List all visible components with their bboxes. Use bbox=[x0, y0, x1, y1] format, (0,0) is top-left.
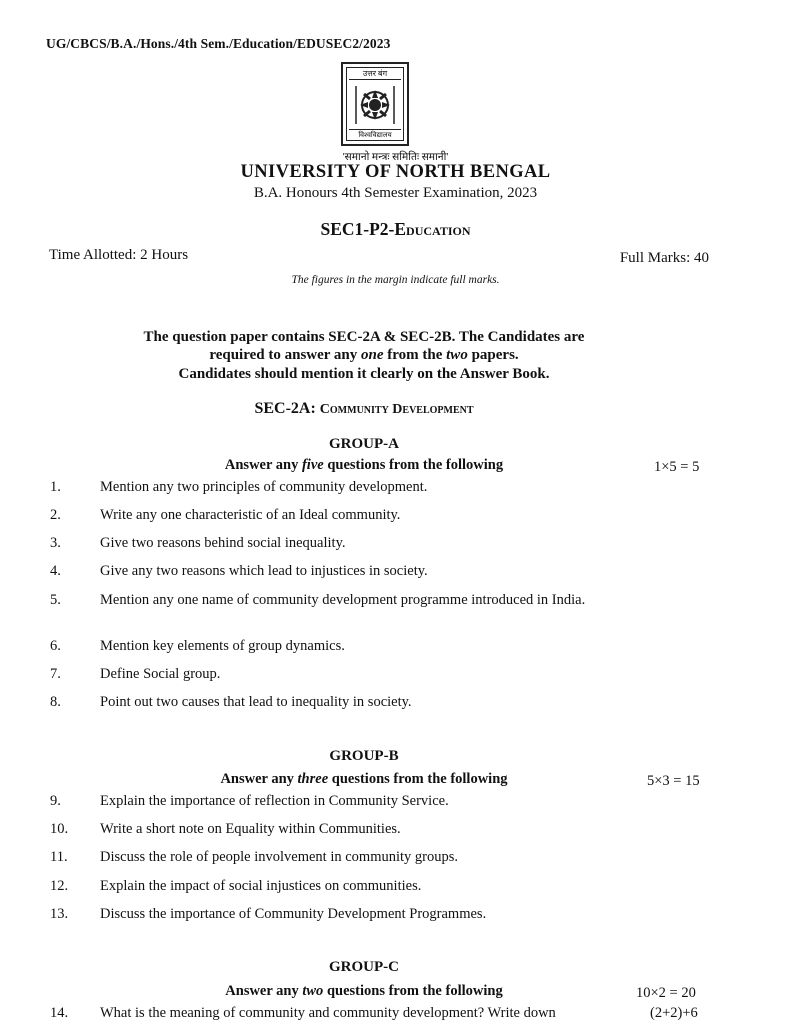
instruction-line-2 bbox=[0, 347, 728, 364]
question-text: Give any two reasons which lead to injustices in society. bbox=[100, 563, 428, 579]
group-a-title: GROUP-A bbox=[329, 436, 399, 452]
text-fragment: papers. bbox=[467, 347, 519, 363]
question-number: 14. bbox=[50, 1005, 69, 1021]
question-text: Point out two causes that lead to inequality in society. bbox=[100, 694, 412, 710]
exam-name: B.A. Honours 4th Semester Examination, 2023 bbox=[253, 185, 538, 201]
question-text: Define Social group. bbox=[100, 666, 221, 682]
question-text: Write any one characteristic of an Ideal community. bbox=[100, 507, 401, 523]
text-fragment: from the bbox=[383, 347, 447, 363]
text-fragment: Community Development bbox=[319, 402, 474, 417]
full-marks: Full Marks: 40 bbox=[619, 250, 709, 266]
question-number: 1. bbox=[50, 479, 61, 495]
question-text: Mention key elements of group dynamics. bbox=[100, 638, 345, 654]
text-fragment: Answer any bbox=[220, 771, 298, 787]
paper-code: UG/CBCS/B.A./Hons./4th Sem./Education/EDUSEC2/2023 bbox=[46, 36, 391, 51]
question-number: 2. bbox=[50, 507, 61, 523]
text-fragment: one bbox=[361, 347, 384, 363]
text-fragment: Answer any bbox=[224, 457, 302, 473]
group-b-marks: 5×3 = 15 bbox=[647, 773, 700, 789]
time-allotted: Time Allotted: 2 Hours bbox=[49, 247, 189, 263]
group-c-marks: 10×2 = 20 bbox=[636, 985, 696, 1001]
text-fragment: Answer any bbox=[225, 983, 303, 999]
group-b-title: GROUP-B bbox=[329, 748, 399, 764]
text-fragment: required to answer any bbox=[209, 347, 362, 363]
logo-top-text: उत्तर बंग bbox=[349, 68, 401, 80]
instruction-line-3: Candidates should mention it clearly on the Answer Book. bbox=[178, 366, 550, 382]
text-fragment: questions from the following bbox=[328, 771, 508, 787]
text-fragment: three bbox=[297, 771, 329, 787]
question-number: 5. bbox=[50, 592, 61, 608]
question-number: 4. bbox=[50, 563, 61, 579]
group-b-instruction bbox=[0, 771, 728, 788]
section-heading bbox=[0, 400, 728, 418]
question-number: 9. bbox=[50, 793, 61, 809]
question-text: Give two reasons behind social inequality. bbox=[100, 535, 346, 551]
text-fragment: SEC-2A: bbox=[254, 400, 320, 417]
text-fragment: five bbox=[301, 457, 324, 473]
group-a-marks: 1×5 = 5 bbox=[654, 459, 700, 475]
emblem-icon bbox=[355, 84, 395, 126]
question-text: Explain the impact of social injustices on communities. bbox=[100, 878, 422, 894]
text-fragment: questions from the following bbox=[323, 457, 504, 473]
logo-bottom-text: विश्वविद्यालय bbox=[349, 129, 401, 140]
paper-title bbox=[0, 219, 791, 240]
question-number: 3. bbox=[50, 535, 61, 551]
question-number: 13. bbox=[50, 906, 69, 922]
group-a-instruction bbox=[0, 457, 728, 474]
university-logo bbox=[341, 62, 409, 146]
question-text: Mention any two principles of community development. bbox=[100, 479, 428, 495]
question-number: 10. bbox=[50, 821, 69, 837]
question-number: 11. bbox=[50, 849, 68, 865]
group-c-instruction bbox=[0, 983, 728, 1000]
instruction-line-1: The question paper contains SEC-2A & SEC-2B. The Candidates are bbox=[143, 329, 585, 345]
group-c-title: GROUP-C bbox=[329, 959, 399, 975]
question-number: 8. bbox=[50, 694, 61, 710]
question-text: Discuss the role of people involvement in community groups. bbox=[100, 849, 459, 865]
question-text: Mention any one name of community development programme introduced in India. bbox=[100, 592, 586, 608]
text-fragment: questions from the following bbox=[323, 983, 503, 999]
question-text: Write a short note on Equality within Communities. bbox=[100, 821, 401, 837]
question-text: What is the meaning of community and community development? Write down bbox=[100, 1005, 556, 1021]
question-number: 12. bbox=[50, 878, 69, 894]
text-fragment: two bbox=[446, 347, 468, 363]
paper-subject: Education bbox=[394, 219, 471, 239]
university-motto: 'समानो मन्त्रः समितिः समानी' bbox=[342, 152, 449, 163]
university-name: UNIVERSITY OF NORTH BENGAL bbox=[240, 162, 551, 182]
question-number: 7. bbox=[50, 666, 61, 682]
question-number: 6. bbox=[50, 638, 61, 654]
margin-note: The figures in the margin indicate full marks. bbox=[291, 274, 500, 286]
paper-prefix: SEC1-P2- bbox=[320, 219, 395, 239]
question-text: Discuss the importance of Community Development Programmes. bbox=[100, 906, 487, 922]
text-fragment: two bbox=[302, 983, 324, 999]
question-text: Explain the importance of reflection in Community Service. bbox=[100, 793, 449, 809]
question-14-marks: (2+2)+6 bbox=[650, 1005, 698, 1021]
